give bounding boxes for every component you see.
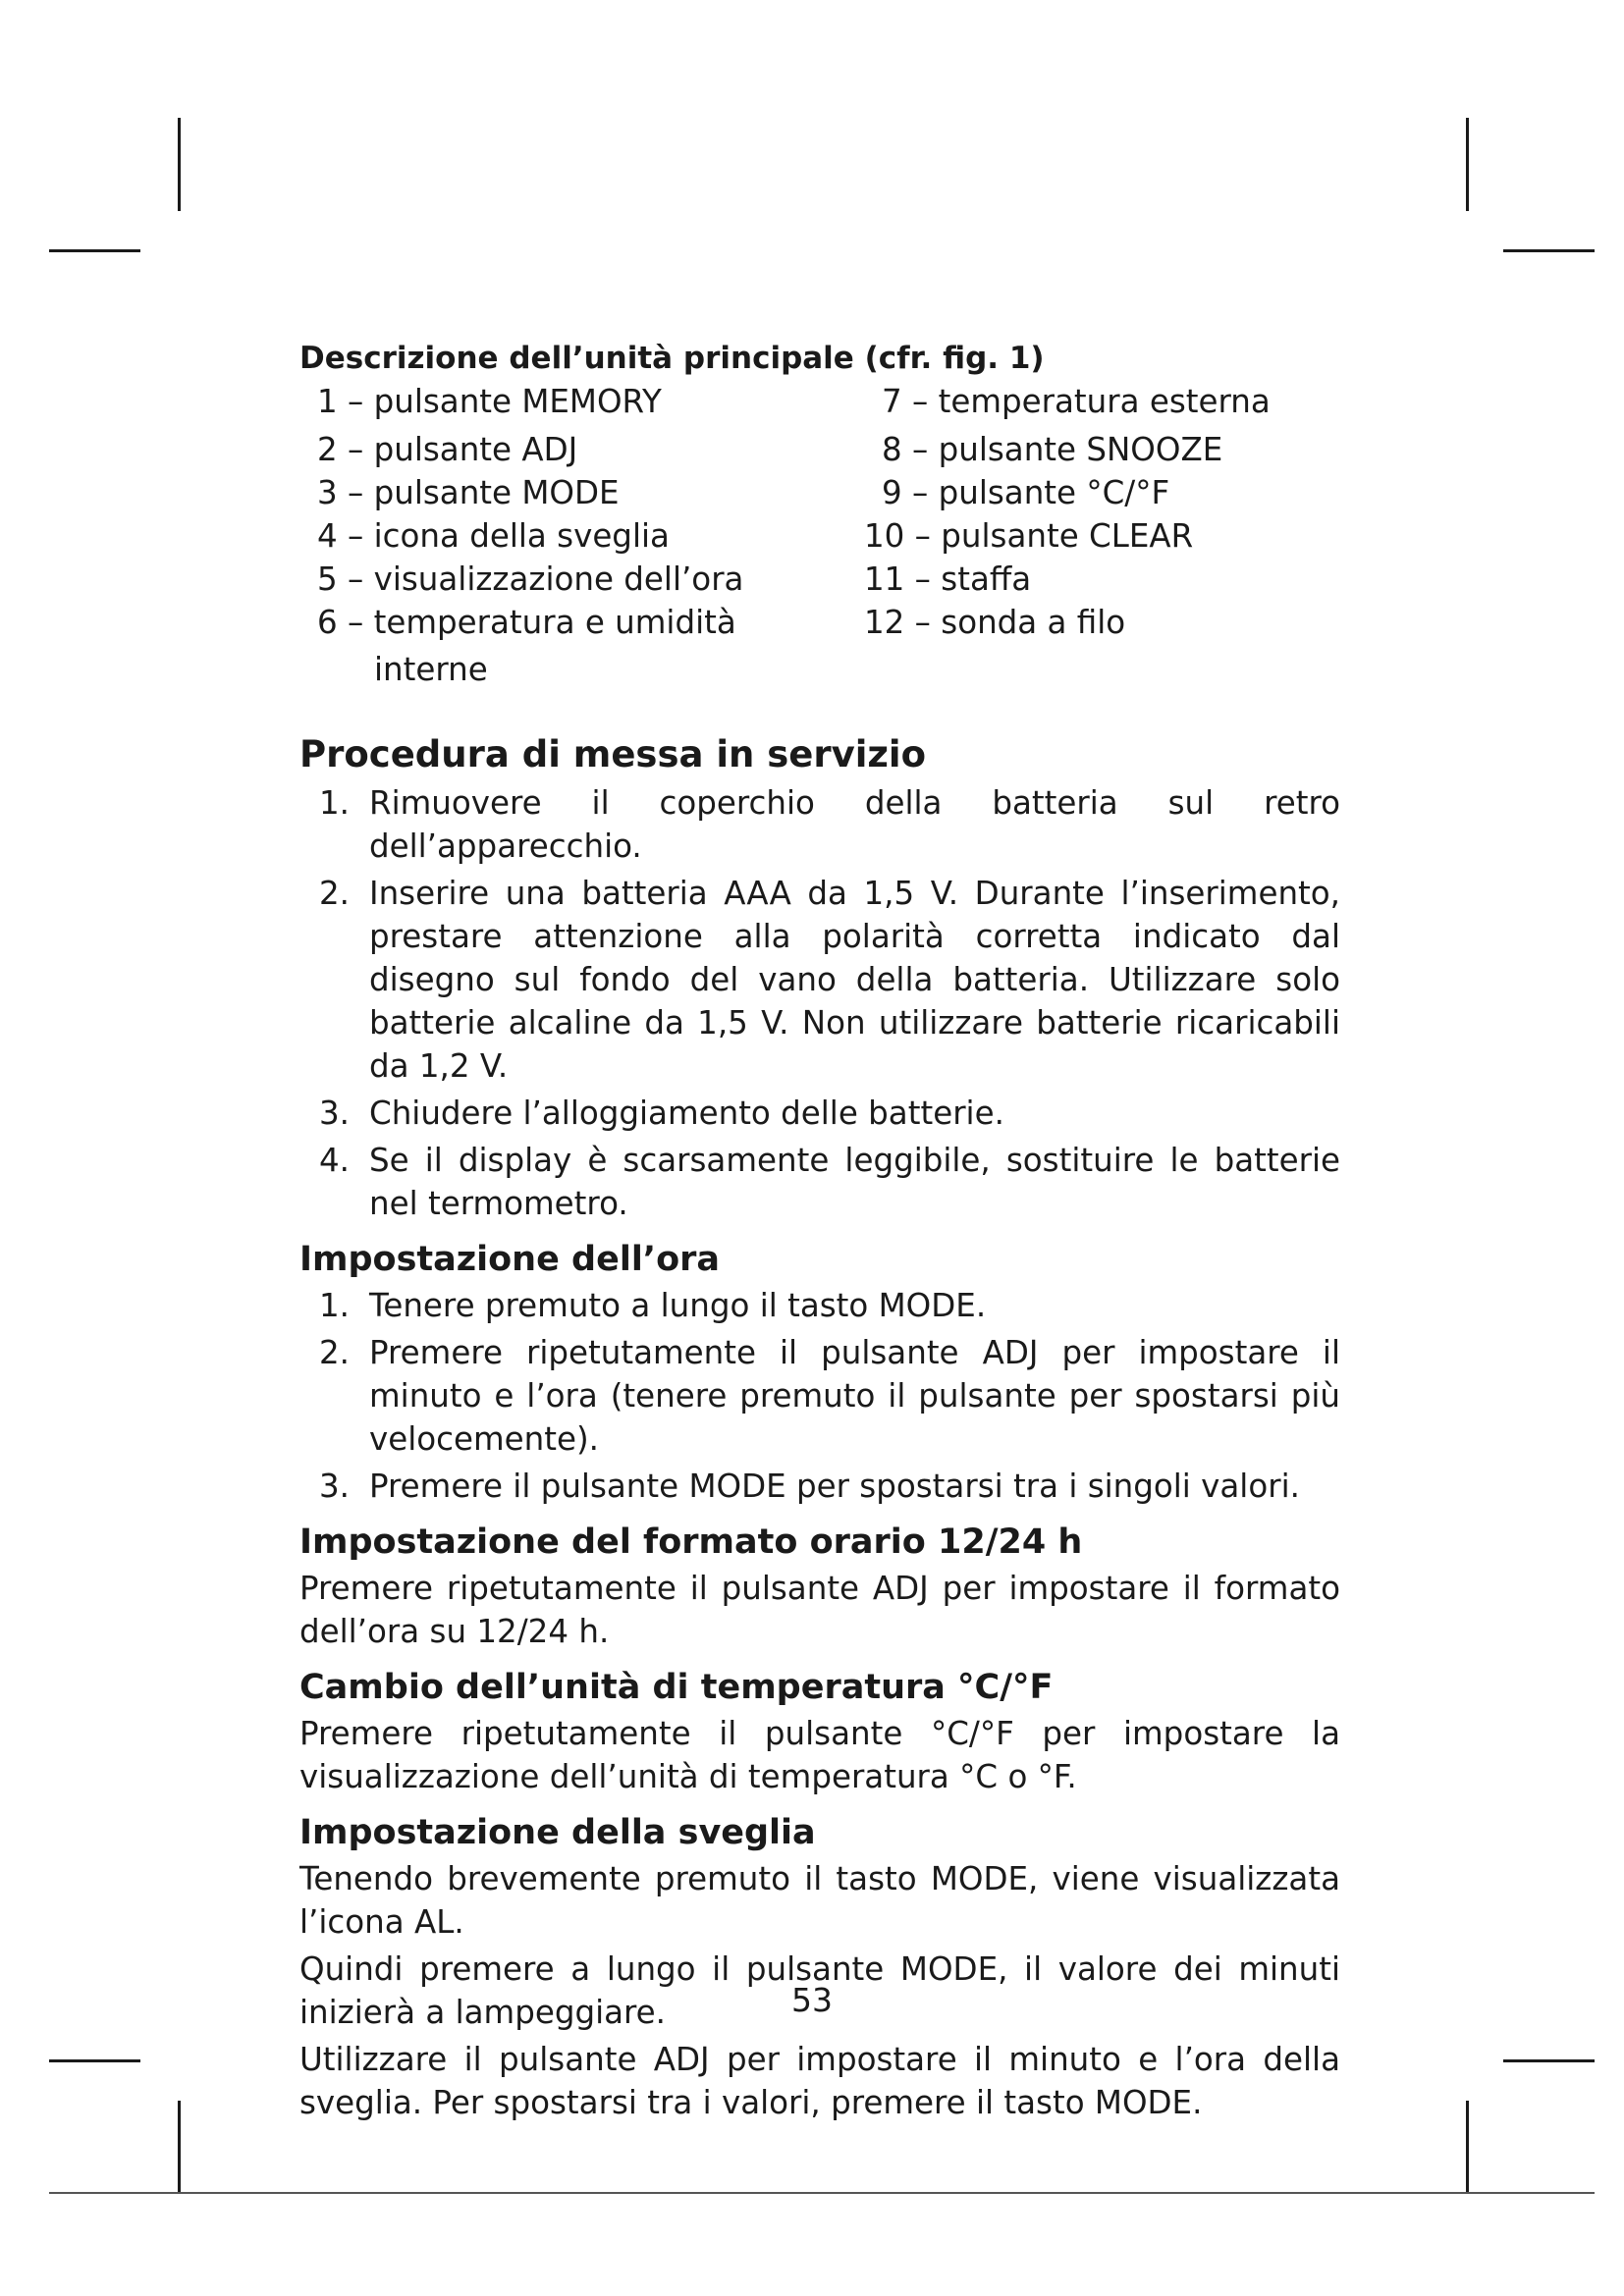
alarm-paragraph: Tenendo brevemente premuto il tasto MODE, viene visualizzata l’icona AL. — [299, 1860, 1340, 1941]
step-text: Inserire una batteria AAA da 1,5 V. Durante l’inserimento, prestare attenzione alla polarità corretta indicato dal disegno sul fondo del vano della batteria. Utilizzare solo batterie alcaline da 1,5 V. Non utilizzare batterie ricaricabili da 1,2 V. — [369, 875, 1340, 1085]
crop-mark-top-right-vertical — [1466, 118, 1469, 211]
procedure-steps — [299, 781, 1340, 1225]
crop-mark-top-left-vertical — [178, 118, 181, 211]
step-text: Se il display è scarsamente leggibile, sostituire le batterie nel termometro. — [369, 1142, 1340, 1222]
crop-mark-bottom-left-horizontal — [49, 2059, 140, 2062]
page-number: 53 — [791, 1981, 833, 2019]
part-item: 6 – temperatura e umidità — [317, 604, 736, 641]
step-number: 4. — [319, 1142, 351, 1179]
crop-mark-bottom-right-vertical — [1466, 2101, 1469, 2194]
part-item: 12 – sonda a filo — [864, 604, 1126, 641]
page-content — [299, 337, 1340, 2124]
step-text: Rimuovere il coperchio della batteria sul retro dell’apparecchio. — [369, 784, 1340, 865]
time-setting-steps — [299, 1284, 1340, 1508]
format-setting-section — [299, 1520, 1340, 1653]
unit-change-text: Premere ripetutamente il pulsante °C/°F per impostare la visualizzazione dell’unità di temperatura °C o °F. — [299, 1715, 1340, 1795]
list-item — [299, 781, 1340, 868]
unit-change-section — [299, 1665, 1340, 1798]
part-item: 1 – pulsante MEMORY — [317, 383, 662, 420]
procedure-section — [299, 732, 1340, 1225]
step-number: 1. — [319, 1287, 351, 1324]
step-number: 1. — [319, 784, 351, 822]
step-number: 3. — [319, 1095, 351, 1132]
step-text: Premere ripetutamente il pulsante ADJ per impostare il minuto e l’ora (tenere premuto il pulsante per spostarsi più velocemente). — [369, 1334, 1340, 1458]
step-text: Tenere premuto a lungo il tasto MODE. — [369, 1287, 987, 1324]
crop-mark-bottom-right-horizontal — [1503, 2059, 1595, 2062]
description-heading: Descrizione dell’unità principale (cfr. fig. 1) — [299, 341, 1045, 376]
format-setting-heading: Impostazione del formato orario 12/24 h — [299, 1522, 1083, 1562]
trim-line-bottom — [49, 2192, 1595, 2194]
part-item: 3 – pulsante MODE — [317, 474, 620, 511]
alarm-paragraph: Quindi premere a lungo il pulsante MODE, il valore dei minuti inizierà a lampeggiare. — [299, 1950, 1340, 2031]
time-setting-section — [299, 1237, 1340, 1508]
crop-mark-bottom-left-vertical — [178, 2101, 181, 2194]
part-item: 4 – icona della sveglia — [317, 517, 670, 555]
list-item — [299, 1139, 1340, 1225]
part-item: 10 – pulsante CLEAR — [864, 517, 1194, 555]
part-item: 5 – visualizzazione dell’ora — [317, 561, 744, 598]
format-setting-text: Premere ripetutamente il pulsante ADJ per impostare il formato dell’ora su 12/24 h. — [299, 1570, 1340, 1650]
part-item: 11 – staffa — [864, 561, 1032, 598]
alarm-paragraph: Utilizzare il pulsante ADJ per impostare il minuto e l’ora della sveglia. Per spostarsi tra i valori, premere il tasto MODE. — [299, 2041, 1340, 2121]
part-item: 7 – temperatura esterna — [882, 383, 1271, 420]
crop-mark-top-right-horizontal — [1503, 249, 1595, 252]
part-item: 2 – pulsante ADJ — [317, 431, 578, 468]
crop-mark-top-left-horizontal — [49, 249, 140, 252]
list-item — [299, 1092, 1340, 1135]
parts-list — [299, 380, 1340, 719]
list-item — [299, 1284, 1340, 1327]
alarm-setting-heading: Impostazione della sveglia — [299, 1813, 816, 1852]
time-setting-heading: Impostazione dell’ora — [299, 1240, 721, 1279]
step-number: 3. — [319, 1468, 351, 1505]
list-item — [299, 1331, 1340, 1461]
list-item — [299, 872, 1340, 1088]
step-number: 2. — [319, 875, 351, 912]
step-text: Chiudere l’alloggiamento delle batterie. — [369, 1095, 1004, 1132]
alarm-setting-section — [299, 1810, 1340, 2124]
part-item-continuation: interne — [374, 651, 488, 688]
description-section — [299, 337, 1340, 719]
procedure-heading: Procedura di messa in servizio — [299, 733, 927, 775]
part-item: 9 – pulsante °C/°F — [882, 474, 1170, 511]
list-item — [299, 1465, 1340, 1508]
part-item: 8 – pulsante SNOOZE — [882, 431, 1223, 468]
unit-change-heading: Cambio dell’unità di temperatura °C/°F — [299, 1668, 1054, 1707]
step-text: Premere il pulsante MODE per spostarsi tra i singoli valori. — [369, 1468, 1300, 1505]
step-number: 2. — [319, 1334, 351, 1371]
